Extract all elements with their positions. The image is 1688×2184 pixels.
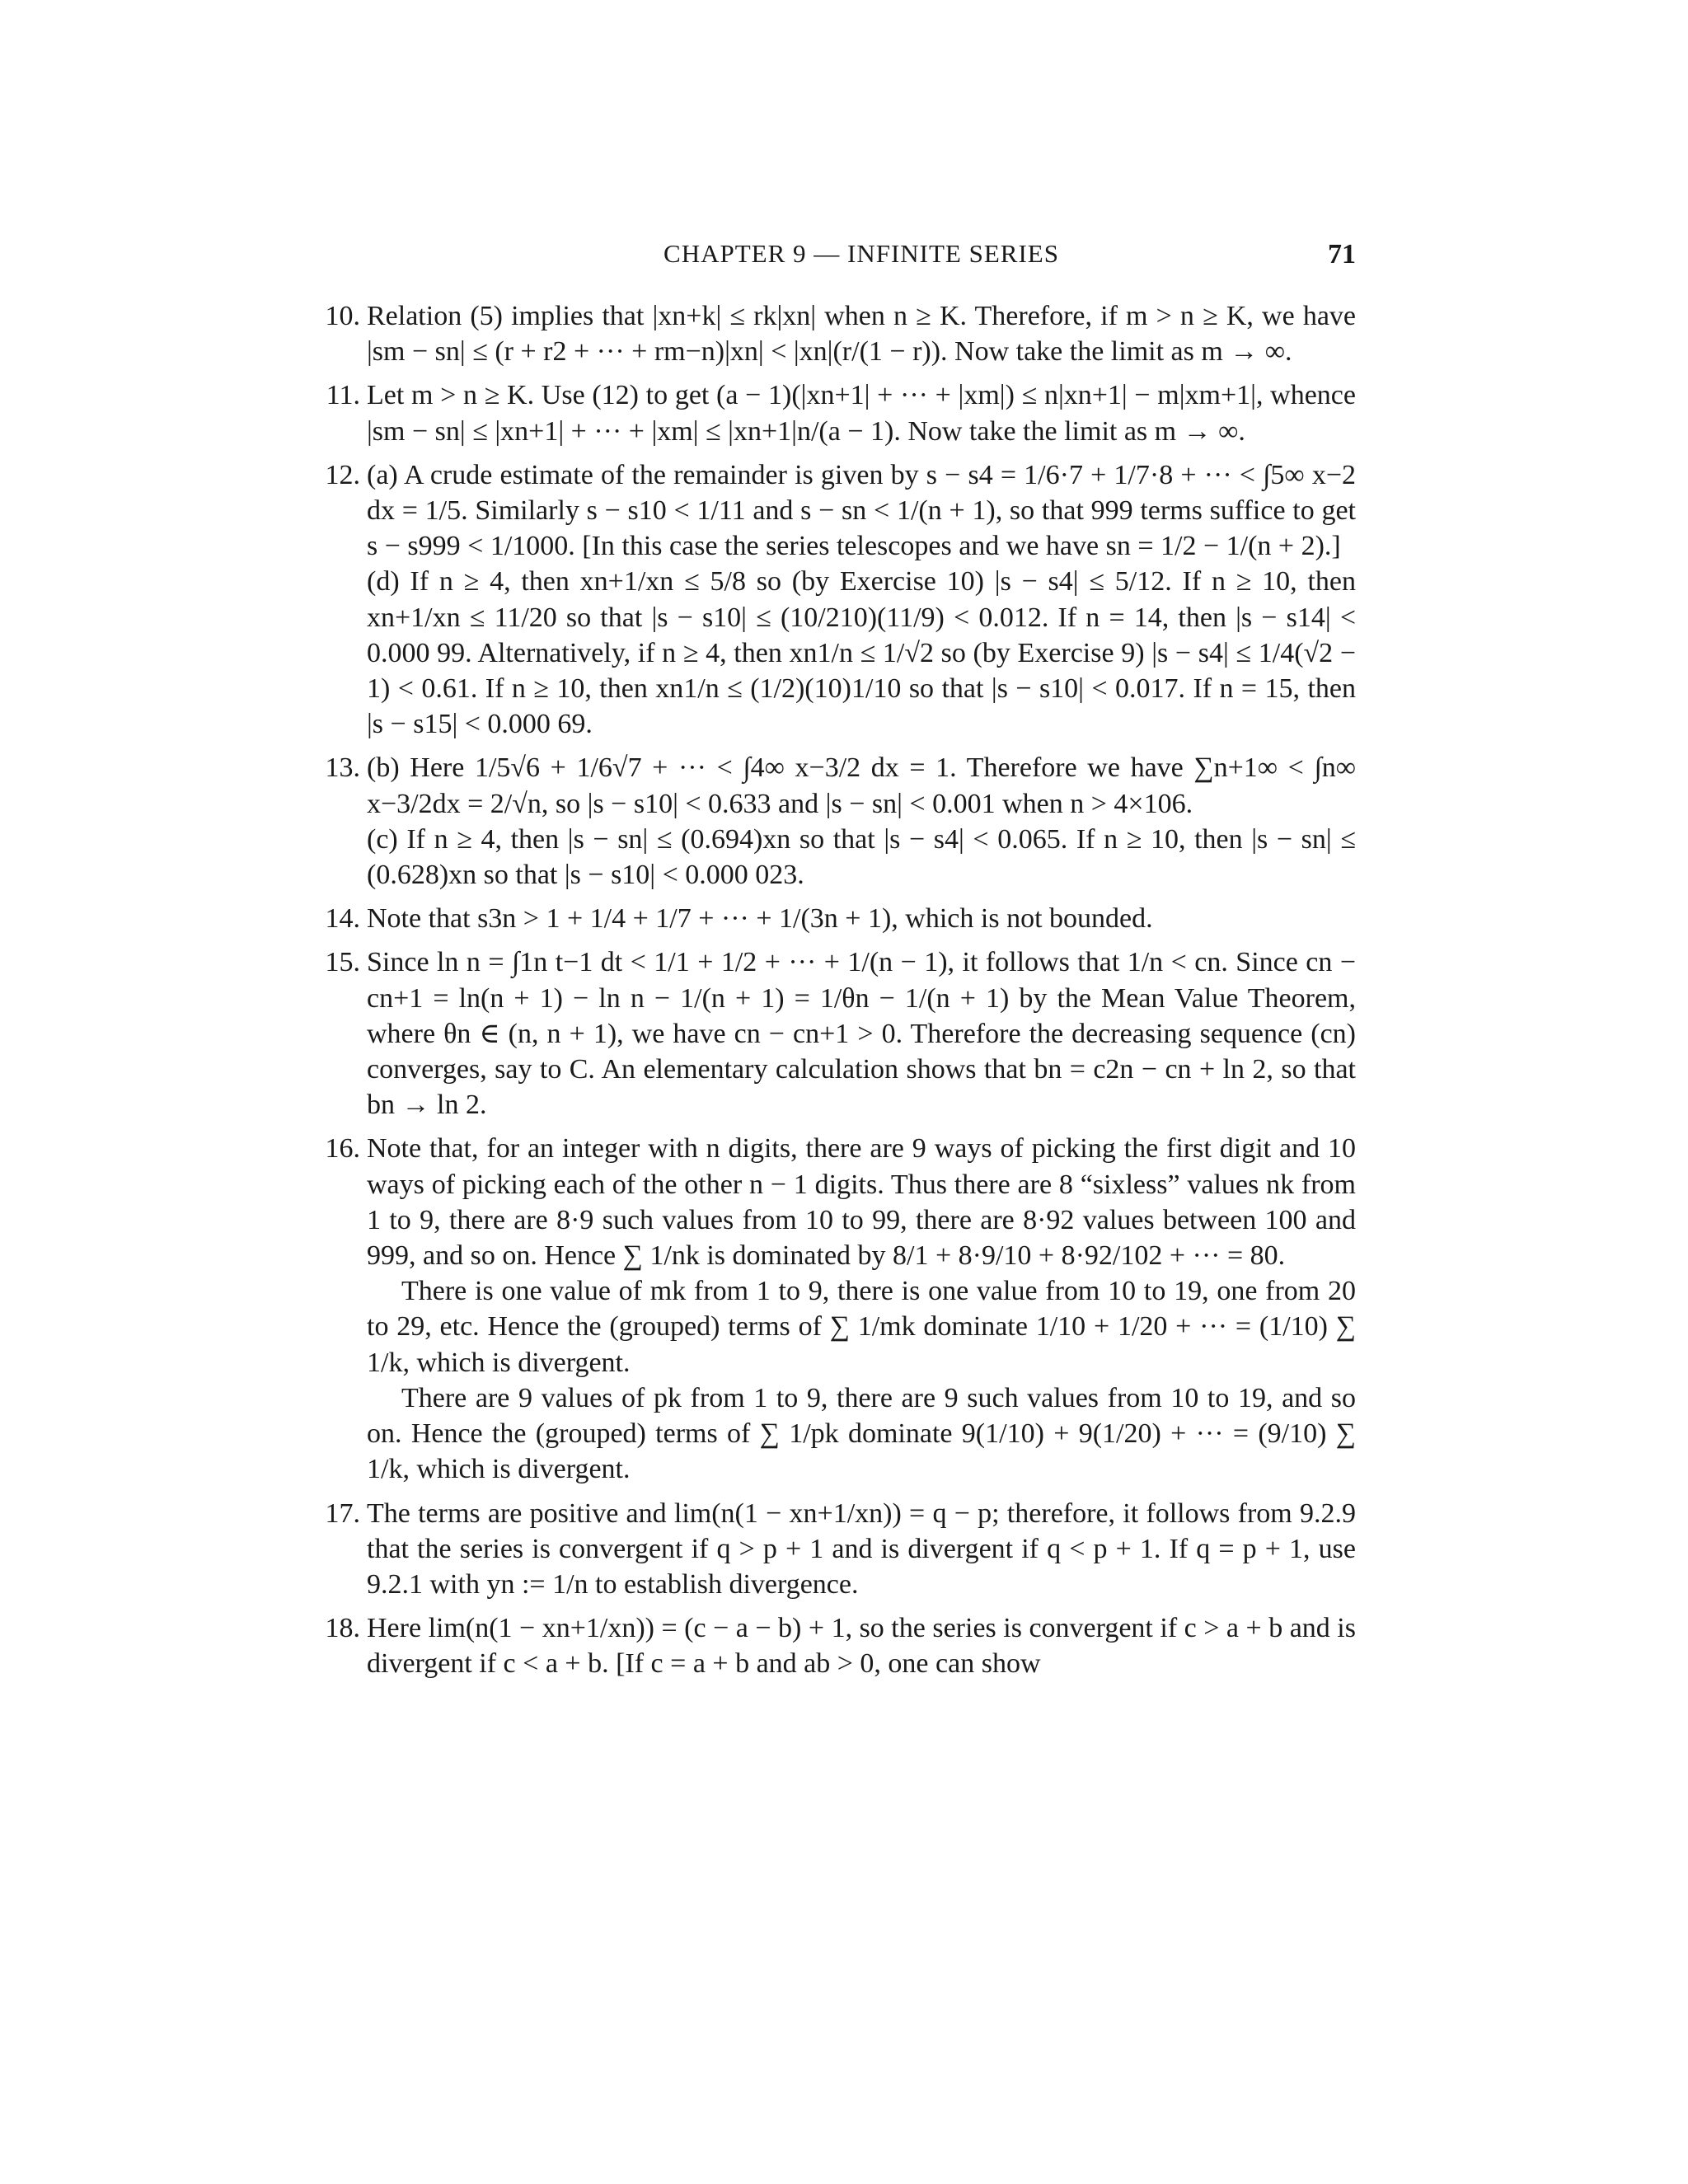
exercise-16: [325, 1131, 1356, 1487]
page-number: 71: [1328, 239, 1356, 269]
exercise-number: 13.: [325, 752, 360, 784]
exercise-15: [325, 944, 1356, 1122]
chapter-title: CHAPTER 9 — INFINITE SERIES: [663, 239, 1059, 268]
solution-paragraph: Relation (5) implies that |xn+k| ≤ rk|xn| when n ≥ K. Therefore, if m > n ≥ K, we have |sm − sn| ≤ (r + r2 + ··· + rm−n)|xn| < |xn|(r/(1 − r)). Now take the limit as m → ∞.: [367, 301, 1356, 368]
exercise-number: 10.: [325, 301, 360, 331]
exercise-number: 15.: [325, 947, 360, 978]
exercise-number: 12.: [325, 459, 360, 490]
solution-paragraph: (c) If n ≥ 4, then |s − sn| ≤ (0.694)xn so that |s − s4| < 0.065. If n ≥ 10, then |s − sn| ≤ (0.628)xn so that |s − s10| < 0.000 023.: [367, 823, 1356, 891]
exercise-12: [325, 457, 1356, 743]
exercise-number: 18.: [325, 1613, 360, 1644]
exercise-18: [325, 1610, 1356, 1681]
solution-paragraph: Let m > n ≥ K. Use (12) to get (a − 1)(|xn+1| + ··· + |xm|) ≤ n|xn+1| − m|xm+1|, whence |sm − sn| ≤ |xn+1| + ··· + |xm| ≤ |xn+1|n/(a − 1). Now take the limit as m → ∞.: [367, 380, 1356, 447]
exercise-number: 14.: [325, 903, 360, 935]
solution-paragraph: (a) A crude estimate of the remainder is given by s − s4 = 1/6·7 + 1/7·8 + ··· < ∫5∞ x−2 dx = 1/5. Similarly s − s10 < 1/11 and s − sn < 1/(n + 1), so that 999 terms suffice to get s − s999 < 1/1000. [In this case the series telescopes and we have sn = 1/2 − 1/(n + 2).]: [367, 459, 1356, 562]
solution-paragraph: There is one value of mk from 1 to 9, there is one value from 10 to 19, one from 20 to 29, etc. Hence the (grouped) terms of ∑ 1/mk dominate 1/10 + 1/20 + ··· = (1/10) ∑ 1/k, which is divergent.: [367, 1276, 1356, 1378]
solution-paragraph: The terms are positive and lim(n(1 − xn+1/xn)) = q − p; therefore, it follows from 9.2.9 that the series is convergent if q > p + 1 and is divergent if q < p + 1. If q = p + 1, use 9.2.1 with yn := 1/n to establish divergence.: [367, 1497, 1356, 1600]
exercise-solutions: [325, 298, 1356, 1690]
running-header: [367, 239, 1356, 276]
exercise-number: 11.: [326, 380, 360, 411]
solution-paragraph: Since ln n = ∫1n t−1 dt < 1/1 + 1/2 + ··· + 1/(n − 1), it follows that 1/n < cn. Since cn − cn+1 = ln(n + 1) − ln n − 1/(n + 1) = 1/θn − 1/(n + 1) by the Mean Value Theorem, where θn ∈ (n, n + 1), we have cn − cn+1 > 0. Therefore the decreasing sequence (cn) converges, say to C. An elementary calculation shows that bn = c2n − cn + ln 2, so that bn → ln 2.: [367, 947, 1356, 1121]
solution-paragraph: Note that, for an integer with n digits, there are 9 ways of picking the first digit and 10 ways of picking each of the other n − 1 digits. Thus there are 8 “sixless” values nk from 1 to 9, there are 8·9 such values from 10 to 99, there are 8·92 values between 100 and 999, and so on. Hence ∑ 1/nk is dominated by 8/1 + 8·9/10 + 8·92/102 + ··· = 80.: [367, 1133, 1356, 1272]
exercise-number: 16.: [325, 1133, 360, 1165]
exercise-14: [325, 901, 1356, 936]
exercise-13: [325, 750, 1356, 893]
exercise-17: [325, 1496, 1356, 1603]
solution-paragraph: Here lim(n(1 − xn+1/xn)) = (c − a − b) + 1, so the series is convergent if c > a + b and is divergent if c < a + b. [If c = a + b and ab > 0, one can show: [367, 1613, 1356, 1680]
solution-paragraph: (d) If n ≥ 4, then xn+1/xn ≤ 5/8 so (by Exercise 10) |s − s4| ≤ 5/12. If n ≥ 10, then xn+1/xn ≤ 11/20 so that |s − s10| ≤ (10/210)(11/9) < 0.012. If n = 14, then |s − s14| < 0.000 99. Alternatively, if n ≥ 4, then xn1/n ≤ 1/√2 so (by Exercise 9) |s − s4| ≤ 1/4(√2 − 1) < 0.61. If n ≥ 10, then xn1/n ≤ (1/2)(10)1/10 so that |s − s10| < 0.017. If n = 15, then |s − s15| < 0.000 69.: [367, 566, 1356, 740]
exercise-10: [325, 298, 1356, 369]
solution-paragraph: Note that s3n > 1 + 1/4 + 1/7 + ··· + 1/(3n + 1), which is not bounded.: [367, 903, 1153, 935]
exercise-11: [326, 377, 1356, 448]
solution-paragraph: There are 9 values of pk from 1 to 9, there are 9 such values from 10 to 19, and so on. Hence the (grouped) terms of ∑ 1/pk dominate 9(1/10) + 9(1/20) + ··· = (9/10) ∑ 1/k, which is divergent.: [367, 1382, 1356, 1485]
solution-paragraph: (b) Here 1/5√6 + 1/6√7 + ··· < ∫4∞ x−3/2 dx = 1. Therefore we have ∑n+1∞ < ∫n∞ x−3/2dx = 2/√n, so |s − s10| < 0.633 and |s − sn| < 0.001 when n > 4×106.: [367, 752, 1356, 819]
exercise-number: 17.: [325, 1497, 360, 1529]
